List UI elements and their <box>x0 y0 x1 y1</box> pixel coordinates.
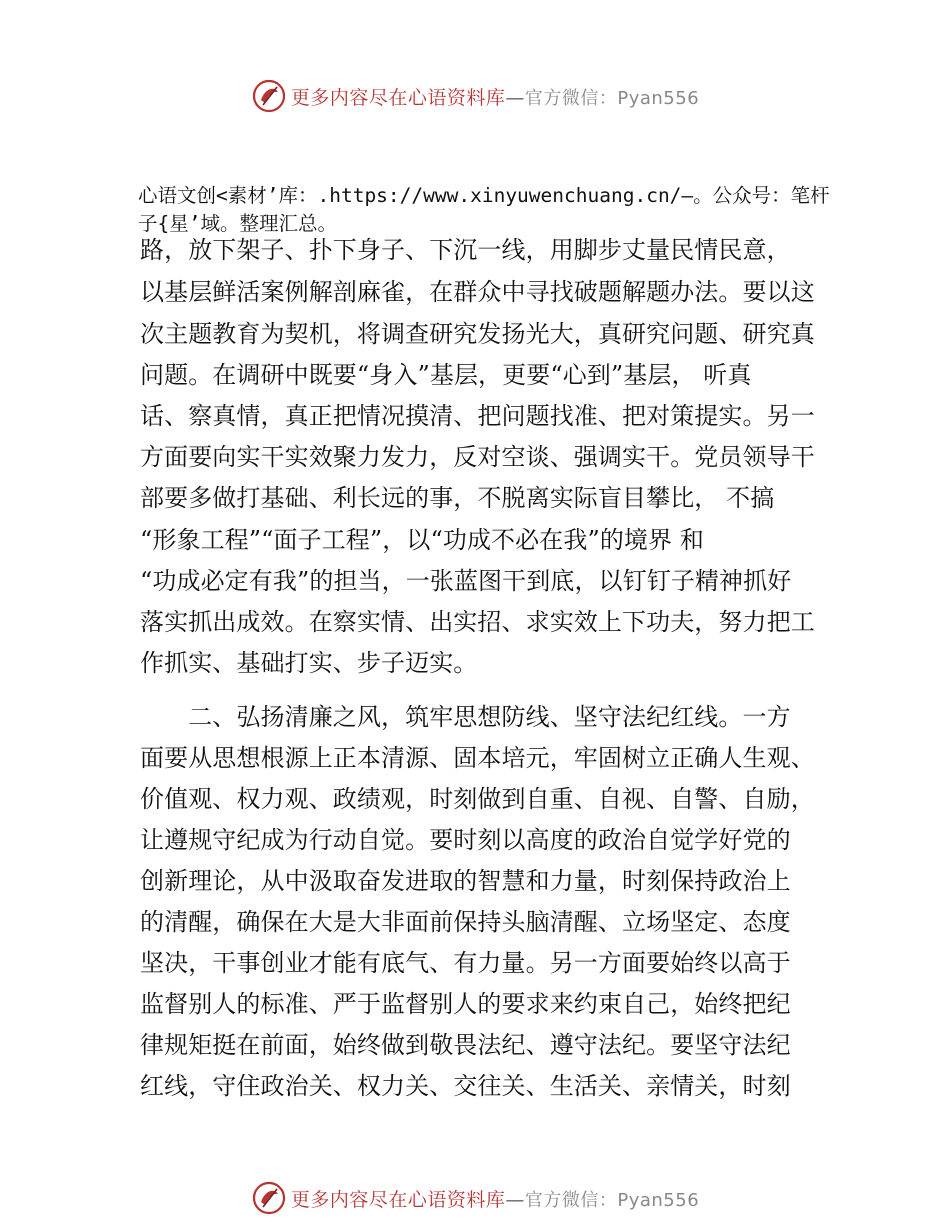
body-line: 作抓实、基础打实、步子迈实。 <box>140 649 478 677</box>
body-line: 路，放下架子、扑下身子、下沉一线，用脚步丈量民情民意， <box>140 236 791 264</box>
body-line: 以基层鲜活案例解剖麻雀，在群众中寻找破题解题办法。要以这 <box>140 278 815 306</box>
body-line: 红线，守住政治关、权力关、交往关、生活关、亲情关，时刻 <box>140 1072 791 1100</box>
banner-text: 更多内容尽在心语资料库—官方微信：Pyan556 <box>290 1188 700 1211</box>
body-line: 方面要向实干实效聚力发力，反对空谈、强调实干。党员领导干 <box>140 443 815 471</box>
body-line: 次主题教育为契机，将调查研究发扬光大，真研究问题、研究真 <box>140 320 815 348</box>
body-line: 坚决，干事创业才能有底气、有力量。另一方面要始终以高于 <box>140 949 791 977</box>
section-heading-line: 二、弘扬清廉之风，筑牢思想防线、坚守法纪红线。一方 <box>140 703 791 731</box>
body-line: 让遵规守纪成为行动自觉。要时刻以高度的政治自觉学好党的 <box>140 826 791 854</box>
body-line: 问题。在调研中既要“身入”基层，更要“心到”基层， 听真 <box>140 361 752 389</box>
source-note: 心语文创<素材’库：.https://www.xinyuwenchuang.cn/—。公众号：笔杆子{星’域。整理汇总。 <box>138 184 830 235</box>
footer-banner <box>0 1178 950 1218</box>
body-line: 话、察真情，真正把情况摸清、把问题找准、把对策提实。另一 <box>140 402 815 430</box>
body-line: 面要从思想根源上正本清源、固本培元，牢固树立正确人生观、 <box>140 744 815 772</box>
brand-logo-icon <box>251 1180 287 1216</box>
body-line: 的清醒，确保在大是大非面前保持头脑清醒、立场坚定、态度 <box>140 908 791 936</box>
body-line: “形象工程”“面子工程”，以“功成不必在我”的境界 和 <box>140 526 704 554</box>
header-banner <box>0 76 950 116</box>
body-line: 部要多做打基础、利长远的事，不脱离实际盲目攀比， 不搞 <box>140 484 775 512</box>
banner-text: 更多内容尽在心语资料库—官方微信：Pyan556 <box>290 86 700 109</box>
body-line: “功成必定有我”的担当，一张蓝图干到底，以钉钉子精神抓好 <box>140 567 792 595</box>
body-line: 价值观、权力观、政绩观，时刻做到自重、自视、自警、自励， <box>140 785 815 813</box>
body-line: 监督别人的标准、严于监督别人的要求来约束自己，始终把纪 <box>140 990 791 1018</box>
body-line: 落实抓出成效。在察实情、出实招、求实效上下功夫，努力把工 <box>140 608 815 636</box>
body-line: 创新理论，从中汲取奋发进取的智慧和力量，时刻保持政治上 <box>140 867 791 895</box>
brand-logo-icon <box>251 78 287 114</box>
body-line: 律规矩挺在前面，始终做到敬畏法纪、遵守法纪。要坚守法纪 <box>140 1031 791 1059</box>
